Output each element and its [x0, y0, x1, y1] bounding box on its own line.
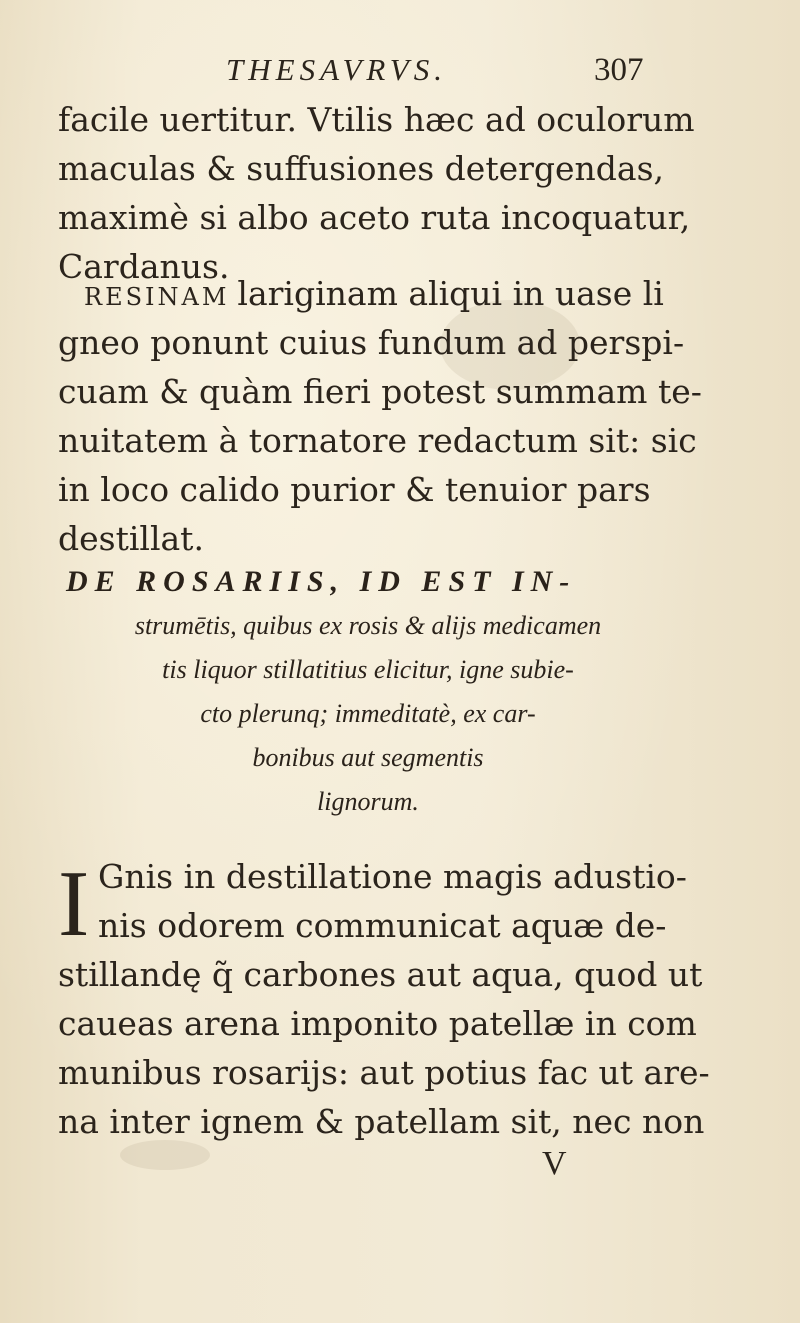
paragraph-2 [58, 269, 702, 563]
text-line: cuam & quàm fieri potest summam te- [58, 372, 702, 411]
paragraph-1 [58, 95, 695, 291]
text-line: maximè si albo aceto ruta incoquatur, [58, 198, 691, 237]
text-line: maculas & suffusiones detergendas, [58, 149, 665, 188]
text-line: munibus rosarijs: aut potius fac ut are- [58, 1053, 710, 1092]
text-line: Cardanus. [58, 247, 230, 286]
text-line: gneo ponunt cuius fundum ad perspi- [58, 323, 685, 362]
text-line: stillandę q̃ carbones aut aqua, quod ut [58, 955, 703, 994]
text-line: caueas arena imponito patellæ in com [58, 1004, 697, 1043]
text-line: Gnis in destillatione magis adustio- [98, 857, 687, 896]
running-title: THESAVRVS. [226, 52, 447, 87]
text-line: facile uertitur. Vtilis hæc ad oculorum [58, 100, 695, 139]
dropcap-container [58, 852, 710, 1146]
catchword: V [542, 1145, 567, 1182]
section-heading [58, 560, 678, 824]
page-header [0, 52, 800, 92]
text-line: in loco calido purior & tenuior pars [58, 470, 651, 509]
heading-line: tis liquor stillatitius elicitur, igne subie- [162, 655, 574, 684]
drop-capital: I [58, 852, 90, 956]
heading-line: DE ROSARIIS, ID EST IN- [66, 565, 577, 598]
page-number: 307 [594, 52, 644, 88]
paragraph-3 [58, 852, 710, 1146]
heading-line: strumētis, quibus ex rosis & alijs medicamen [134, 611, 602, 640]
text-line: destillat. [58, 519, 204, 558]
smallcaps-lead-word: RESINAM [84, 283, 230, 311]
text-line: na inter ignem & patellam sit, nec non [58, 1102, 705, 1141]
text-line: nis odorem communicat aquæ de- [98, 906, 667, 945]
heading-line: bonibus aut segmentis [252, 743, 484, 772]
text-line [58, 269, 678, 318]
text-line: nuitatem à tornatore redactum sit: sic [58, 421, 697, 460]
heading-line: cto plerunq; immeditatè, ex car- [200, 699, 536, 728]
text-line-rest: lariginam aliqui in uase li [237, 274, 664, 313]
heading-line: lignorum. [317, 787, 419, 816]
